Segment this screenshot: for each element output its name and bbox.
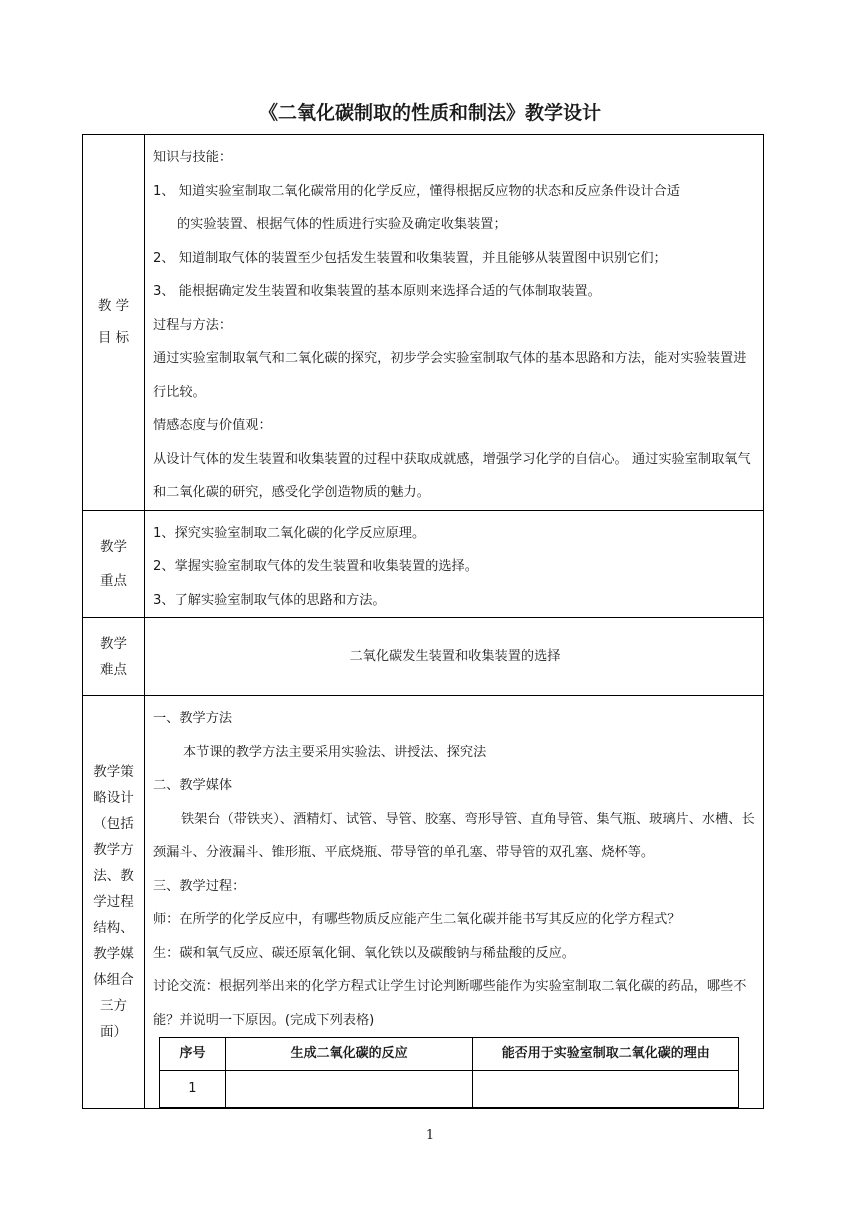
row-reason [473,1071,739,1108]
difficulty-text: 二氧化碳发生装置和收集装置的选择 [349,648,561,664]
discussion-line: 讨论交流：根据列举出来的化学方程式让学生讨论判断哪些能作为实验室制取二氧化碳的药品，哪些不能？并说明一下原因。(完成下列表格) [153,979,747,1028]
label-line: 重点 [100,572,127,589]
difficulties-row [83,618,764,696]
knowledge-item: 1、 知道实验室制取二氧化碳常用的化学反应，懂得根据反应物的状态和反应条件设计合适 [153,183,680,199]
difficulties-label [83,618,145,696]
row-index: 1 [160,1071,226,1108]
key-points-label [83,510,145,618]
label-line: 面） [100,1024,127,1040]
emotion-text: 从设计气体的发生装置和收集装置的过程中获取成就感，增强学习化学的自信心。 通过实验室制取氧气和二氧化碳的研究，感受化学创造物质的魅力。 [153,451,751,500]
knowledge-item: 2、 知道制取气体的装置至少包括发生装置和收集装置，并且能够从装置图中识别它们； [153,250,667,266]
label-line: 结构、 [93,920,134,936]
process-heading: 三、教学过程： [153,878,246,894]
label-line: 教学 [100,635,127,652]
label-line: 学过程 [93,894,134,910]
label-line: 法、教 [93,868,134,884]
emotion-heading: 情感态度与价值观： [153,418,272,433]
label-line: 略设计 [93,790,134,806]
key-point-item: 1、探究实验室制取二氧化碳的化学反应原理。 [153,525,426,541]
method-text: 本节课的教学方法主要采用实验法、讲授法、探究法 [183,744,487,760]
difficulties-content [145,618,764,696]
media-heading: 二、教学媒体 [153,778,233,793]
reaction-table [159,1037,739,1108]
knowledge-item: 3、 能根据确定发生装置和收集装置的基本原则来选择合适的气体制取装置。 [153,284,601,299]
header-index: 序号 [160,1038,226,1071]
document-title: 《二氧化碳制取的性质和制法》教学设计 [258,102,601,124]
lesson-plan-table [82,134,764,1109]
row-reaction [225,1071,473,1108]
process-heading: 过程与方法： [153,317,233,333]
label-line: 教学媒 [93,946,134,962]
label-line: 教 学 [97,298,130,315]
label-line: 难点 [100,661,127,678]
label-line: 三方 [100,998,127,1014]
table-row [160,1071,739,1108]
knowledge-item: 的实验装置、根据气体的性质进行实验及确定收集装置； [177,217,507,232]
key-points-row [83,510,764,618]
key-point-item: 3、了解实验室制取气体的思路和方法。 [153,592,386,608]
media-text: 铁架台（带铁夹）、酒精灯、试管、导管、胶塞、弯形导管、直角导管、集气瓶、玻璃片、水槽、长颈漏斗、分液漏斗、锥形瓶、平底烧瓶、带导管的单孔塞、带导管的双孔塞、烧杯等。 [153,811,755,860]
knowledge-heading: 知识与技能： [153,150,233,165]
objectives-label [83,135,145,511]
label-line: 体组合 [93,972,134,988]
student-line: 生：碳和氧气反应、碳还原氧化铜、氧化铁以及碳酸钠与稀盐酸的反应。 [153,945,575,961]
reaction-table-header [160,1038,739,1071]
teacher-line: 师：在所学的化学反应中，有哪些物质反应能产生二氧化碳并能书写其反应的化学方程式？ [153,912,681,927]
label-line: 教学 [100,538,127,555]
key-points-content [145,510,764,618]
strategy-label [83,696,145,1109]
process-text: 通过实验室制取氧气和二氧化碳的探究，初步学会实验室制取气体的基本思路和方法，能对实验装置进行比较。 [153,351,747,400]
label-line: 目 标 [97,330,130,347]
label-line: 教学方 [93,842,134,858]
strategy-row [83,696,764,1109]
strategy-content [145,696,764,1109]
label-line: （包括 [93,816,134,832]
method-heading: 一、教学方法 [153,711,233,726]
key-point-item: 2、掌握实验室制取气体的发生装置和收集装置的选择。 [153,559,478,574]
header-reason: 能否用于实验室制取二氧化碳的理由 [473,1038,739,1071]
objectives-row [83,135,764,511]
label-line: 教学策 [93,764,134,780]
page-number: 1 [425,1128,435,1143]
header-reaction: 生成二氧化碳的反应 [225,1038,473,1071]
objectives-content [145,135,764,511]
